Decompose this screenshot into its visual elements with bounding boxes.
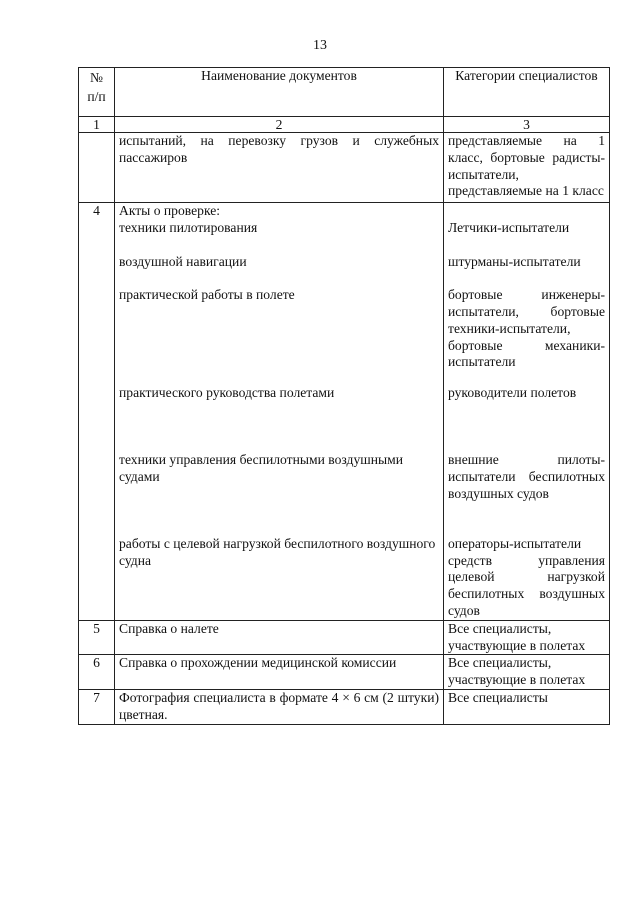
column-index: 2 (115, 117, 444, 133)
table-row-5 (79, 620, 610, 655)
document-name: Справка о прохождении медицинской комиссии (115, 655, 444, 690)
row-num: 4 (79, 203, 115, 621)
table-row-continued (79, 133, 610, 203)
column-index: 3 (444, 117, 610, 133)
specialist-category: внешние пилоты-испытатели беспилотных воздушных судов (448, 451, 605, 501)
document-name: воздушной навигации (119, 253, 247, 269)
column-index: 1 (79, 117, 115, 133)
row-num: 7 (79, 689, 115, 724)
table-row-6 (79, 655, 610, 690)
row-num: 5 (79, 620, 115, 655)
specialist-category: представляемые на 1 класс, бортовые радисты-испытатели, представляемые на 1 класс (444, 133, 610, 203)
document-name: испытаний, на перевозку грузов и служебных пассажиров (115, 133, 444, 203)
column-index-row (79, 117, 610, 133)
document-name: Фотография специалиста в формате 4 × 6 см (2 штуки) цветная. (115, 689, 444, 724)
specialist-category: Все специалисты, участвующие в полетах (444, 655, 610, 690)
document-name: техники пилотирования (119, 219, 258, 235)
document-intro: Акты о проверке: (119, 203, 221, 219)
document-name-group (115, 203, 444, 621)
document-name: Справка о налете (115, 620, 444, 655)
specialist-category: Летчики-испытатели (448, 219, 570, 235)
header-category: Категории специалистов (444, 68, 610, 117)
specialist-category: Все специалисты (444, 689, 610, 724)
specialist-category: Все специалисты, участвующие в полетах (444, 620, 610, 655)
specialist-category-group (444, 203, 610, 621)
header-num: № п/п (79, 68, 115, 117)
document-name: практической работы в полете (119, 287, 295, 303)
table-row-4 (79, 203, 610, 621)
specialist-category: бортовые инженеры-испытатели, бортовые техники-испытатели, бортовые механики-испытатели (448, 287, 605, 370)
header-name: Наименование документов (115, 68, 444, 117)
document-name: работы с целевой нагрузкой беспилотного воздушного судна (119, 535, 436, 568)
documents-table (78, 67, 610, 725)
table-header-row (79, 68, 610, 117)
row-num: 6 (79, 655, 115, 690)
document-name: практического руководства полетами (119, 385, 335, 401)
row-num-empty (79, 133, 115, 203)
table-row-7 (79, 689, 610, 724)
page-number: 13 (313, 38, 327, 53)
specialist-category: операторы-испытатели средств управления целевой нагрузкой беспилотных воздушных судов (448, 535, 605, 618)
specialist-category: руководители полетов (448, 385, 577, 401)
specialist-category: штурманы-испытатели (448, 253, 581, 269)
document-name: техники управления беспилотными воздушными судами (119, 451, 404, 484)
